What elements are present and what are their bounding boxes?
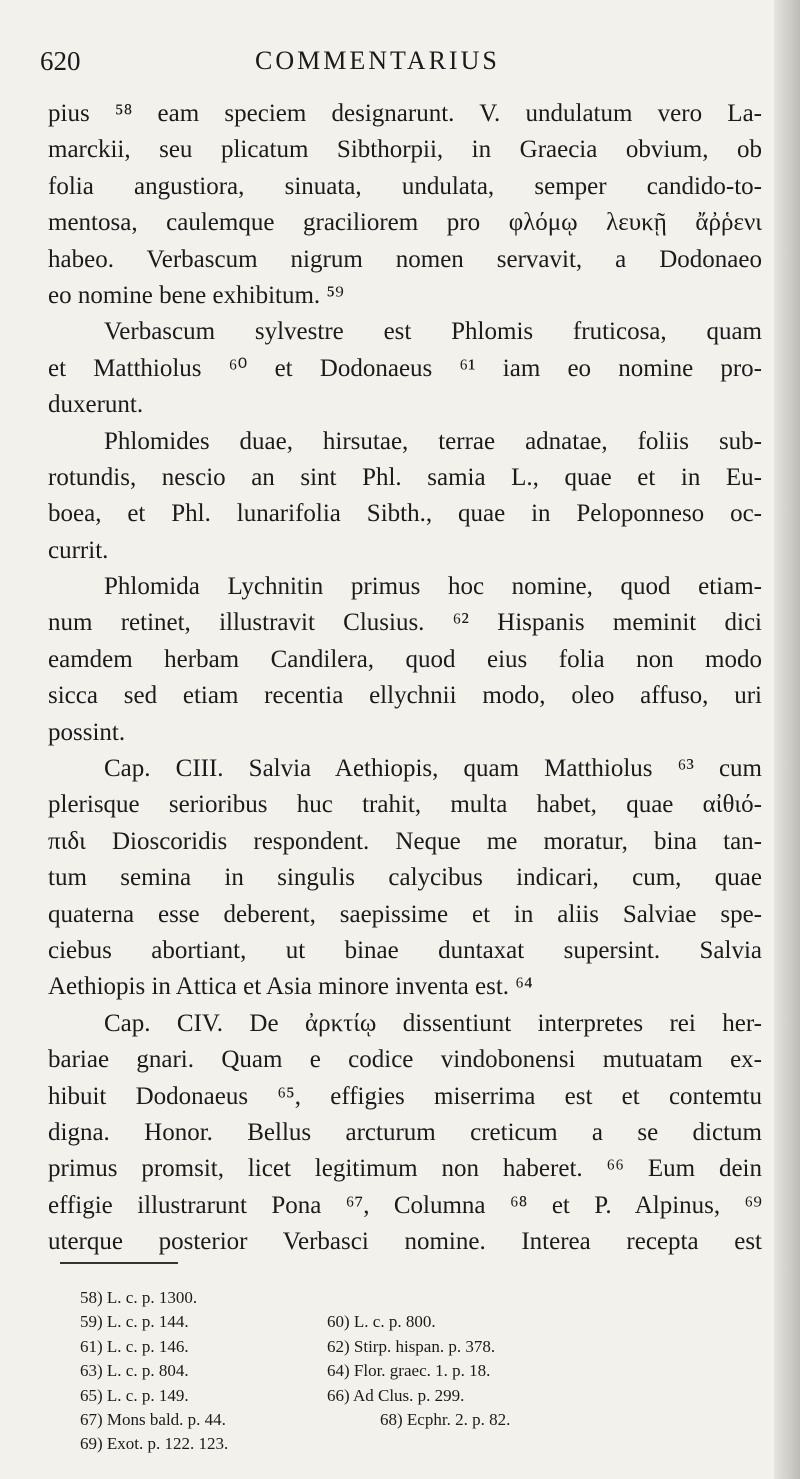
footnote-66: 66) Ad Clus. p. 299. — [327, 1385, 465, 1405]
text-line: possint. — [48, 718, 126, 746]
text-line: Phlomides duae, hirsutae, terrae adnatae, foliis sub- — [104, 427, 762, 455]
text-line: eo nomine bene exhibitum. ⁵⁹ — [48, 281, 344, 309]
text-line: primus promsit, licet legitimum non haberet. ⁶⁶ Eum dein — [48, 1155, 762, 1183]
footnote-divider — [60, 1262, 178, 1264]
text-line: duxerunt. — [48, 391, 144, 419]
text-line: rotundis, nescio an sint Phl. samia L., quae et in Eu- — [48, 463, 762, 491]
footnote-row — [80, 1312, 640, 1336]
text-line: boea, et Phl. lunarifolia Sibth., quae in Peloponneso oc- — [48, 500, 762, 528]
footnote-63: 63) L. c. p. 804. — [80, 1361, 189, 1381]
page-header — [40, 46, 760, 86]
footnote-row — [80, 1288, 640, 1312]
footnote-row — [80, 1410, 640, 1434]
text-line: eamdem herbam Candilera, quod eius folia non modo — [48, 645, 762, 673]
text-line: quaterna esse deberent, saepissime et in aliis Salviae spe- — [48, 900, 762, 928]
text-line: Cap. CIII. Salvia Aethiopis, quam Matthiolus ⁶³ cum — [104, 755, 762, 783]
text-line: pius ⁵⁸ eam speciem designarunt. V. undulatum vero La- — [48, 100, 762, 127]
text-line: uterque posterior Verbasci nomine. Interea recepta est — [48, 1228, 762, 1256]
text-line: mentosa, caulemque graciliorem pro φλόμῳ λευκῇ ἄῤῥενι — [48, 209, 762, 237]
text-line: currit. — [48, 536, 109, 564]
text-line: Aethiopis in Attica et Asia minore inventa est. ⁶⁴ — [48, 973, 533, 1001]
footnote-69: 69) Exot. p. 122. 123. — [80, 1434, 229, 1454]
text-line: sicca sed etiam recentia ellychnii modo, oleo affuso, uri — [48, 682, 762, 710]
footnote-62: 62) Stirp. hispan. p. 378. — [327, 1336, 496, 1356]
text-line: digna. Honor. Bellus arcturum creticum a se dictum — [48, 1118, 762, 1146]
page-spine-shadow — [774, 0, 800, 1479]
text-line: num retinet, illustravit Clusius. ⁶² Hispanis meminit dici — [48, 609, 762, 637]
main-text — [48, 96, 762, 1261]
text-line: Phlomida Lychnitin primus hoc nomine, quod etiam- — [104, 573, 762, 601]
footnote-58: 58) L. c. p. 1300. — [80, 1288, 198, 1307]
page-number: 620 — [40, 46, 81, 76]
footnote-60: 60) L. c. p. 800. — [327, 1312, 436, 1332]
footnote-61: 61) L. c. p. 146. — [80, 1336, 189, 1356]
text-line: effigie illustrarunt Pona ⁶⁷, Columna ⁶⁸ et P. Alpinus, ⁶⁹ — [48, 1191, 762, 1219]
text-line: et Matthiolus ⁶⁰ et Dodonaeus ⁶¹ iam eo nomine pro- — [48, 354, 762, 382]
text-line: tum semina in singulis calycibus indicari, cum, quae — [48, 864, 762, 892]
text-line: πιδι Dioscoridis respondent. Neque me moratur, bina tan- — [48, 827, 762, 855]
text-line: Verbascum sylvestre est Phlomis fruticosa, quam — [104, 318, 762, 346]
text-line: ciebus abortiant, ut binae duntaxat supersint. Salvia — [48, 936, 762, 964]
footnote-row — [80, 1361, 640, 1385]
running-title: COMMENTARIUS — [255, 46, 500, 75]
text-line: folia angustiora, sinuata, undulata, semper candido-to- — [48, 172, 762, 200]
footnote-row — [80, 1337, 640, 1361]
text-line: Cap. CIV. De ἀρκτίῳ dissentiunt interpretes rei her- — [104, 1009, 762, 1037]
footnote-68: 68) Ecphr. 2. p. 82. — [380, 1409, 511, 1429]
footnote-64: 64) Flor. graec. 1. p. 18. — [327, 1361, 491, 1381]
footnote-67: 67) Mons bald. p. 44. — [80, 1409, 226, 1429]
text-line: hibuit Dodonaeus ⁶⁵, effigies miserrima est et contemtu — [48, 1082, 762, 1110]
text-line: marckii, seu plicatum Sibthorpii, in Graecia obvium, ob — [48, 136, 762, 164]
text-line: plerisque serioribus huc trahit, multa habet, quae αἰθιό- — [48, 791, 762, 819]
text-line: bariae gnari. Quam e codice vindobonensi mutuatam ex- — [48, 1046, 762, 1074]
footnote-row — [80, 1434, 640, 1458]
footnote-row — [80, 1386, 640, 1410]
text-line: habeo. Verbascum nigrum nomen servavit, a Dodonaeo — [48, 245, 762, 273]
footnote-59: 59) L. c. p. 144. — [80, 1312, 189, 1332]
footnotes — [80, 1288, 640, 1459]
footnote-65: 65) L. c. p. 149. — [80, 1385, 189, 1405]
